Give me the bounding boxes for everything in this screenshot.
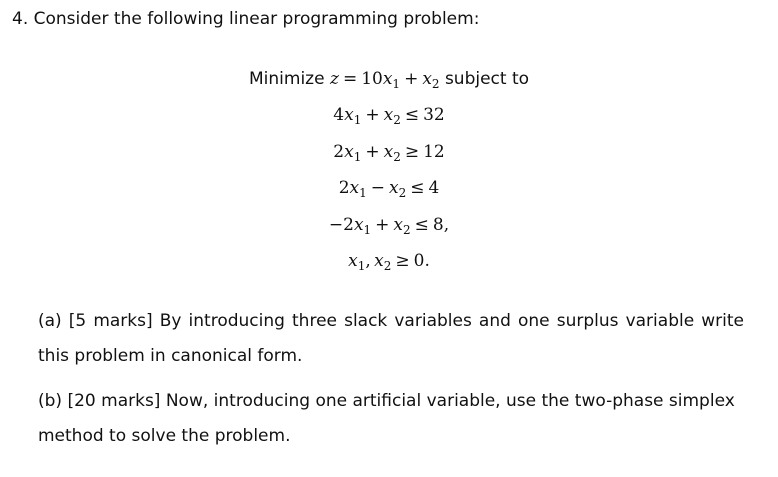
constraint-operator: +	[365, 105, 380, 125]
objective-coef: 10	[361, 69, 383, 89]
constraint-x1-sub: 1	[353, 113, 362, 127]
question-intro: Consider the following linear programming problem:	[33, 9, 480, 29]
constraint-x2-sub: 2	[393, 113, 401, 127]
constraint-rhs: 4	[428, 178, 440, 198]
objective-suffix: subject to	[444, 69, 530, 89]
objective-x2: x	[422, 69, 432, 89]
constraint-relation: ≥	[404, 142, 420, 162]
constraint-lead: −	[328, 215, 344, 235]
nonnegativity-constraint	[0, 250, 778, 272]
constraint-coef: 2	[343, 215, 354, 235]
constraint-relation: ≤	[414, 215, 429, 235]
part-b-text: (b) [20 marks] Now, introducing one artificial variable, use the two-phase simplex method to solve the problem.	[38, 391, 735, 446]
objective-x2-sub: 2	[431, 77, 440, 91]
constraint-3	[0, 177, 778, 199]
constraint-x2: x	[393, 215, 404, 235]
constraint-rhs: 8,	[432, 215, 450, 235]
nonneg-comma: ,	[365, 251, 371, 271]
constraint-relation: ≤	[404, 105, 420, 125]
nonneg-relation: ≥	[395, 251, 410, 271]
constraint-coef: 2	[338, 178, 350, 198]
constraint-x1: x	[349, 178, 360, 198]
constraint-x2-sub: 2	[393, 150, 401, 164]
constraint-x1: x	[344, 105, 354, 125]
objective-line	[249, 68, 529, 90]
nonneg-x2-sub: 2	[383, 259, 392, 273]
constraint-operator: +	[375, 215, 390, 235]
nonneg-x1: x	[348, 251, 358, 271]
part-a-text: (a) [5 marks] By introducing three slack variables and one surplus variable write this problem in canonical form.	[38, 311, 744, 366]
constraint-x2: x	[383, 105, 394, 125]
question-number: 4.	[12, 9, 29, 29]
constraint-x2-sub: 2	[403, 223, 411, 237]
constraint-1	[0, 104, 778, 126]
nonneg-x2: x	[374, 251, 384, 271]
constraint-x2: x	[383, 142, 394, 162]
nonneg-rhs: 0.	[413, 251, 430, 271]
objective-equals: =	[342, 69, 358, 89]
constraint-2	[0, 141, 778, 163]
constraint-operator: +	[365, 142, 380, 162]
question-header	[12, 8, 479, 30]
constraint-x2: x	[389, 178, 399, 198]
objective-x1: x	[382, 69, 393, 89]
constraint-x1: x	[353, 215, 364, 235]
constraint-x1: x	[344, 142, 354, 162]
constraint-x1-sub: 1	[359, 186, 367, 200]
objective-var: z	[329, 69, 339, 89]
constraint-operator: −	[370, 178, 385, 198]
constraint-relation: ≤	[410, 178, 425, 198]
objective-x1-sub: 1	[392, 77, 401, 91]
constraint-coef: 2	[333, 142, 345, 162]
constraint-x1-sub: 1	[363, 223, 372, 237]
objective-plus: +	[404, 69, 419, 89]
nonneg-x1-sub: 1	[357, 259, 366, 273]
constraint-coef: 4	[333, 105, 345, 125]
objective-prefix: Minimize	[249, 69, 325, 89]
constraint-4	[0, 214, 778, 236]
constraint-rhs: 12	[423, 142, 445, 162]
constraint-rhs: 32	[423, 105, 445, 125]
constraint-x1-sub: 1	[353, 150, 362, 164]
constraint-x2-sub: 2	[398, 186, 407, 200]
